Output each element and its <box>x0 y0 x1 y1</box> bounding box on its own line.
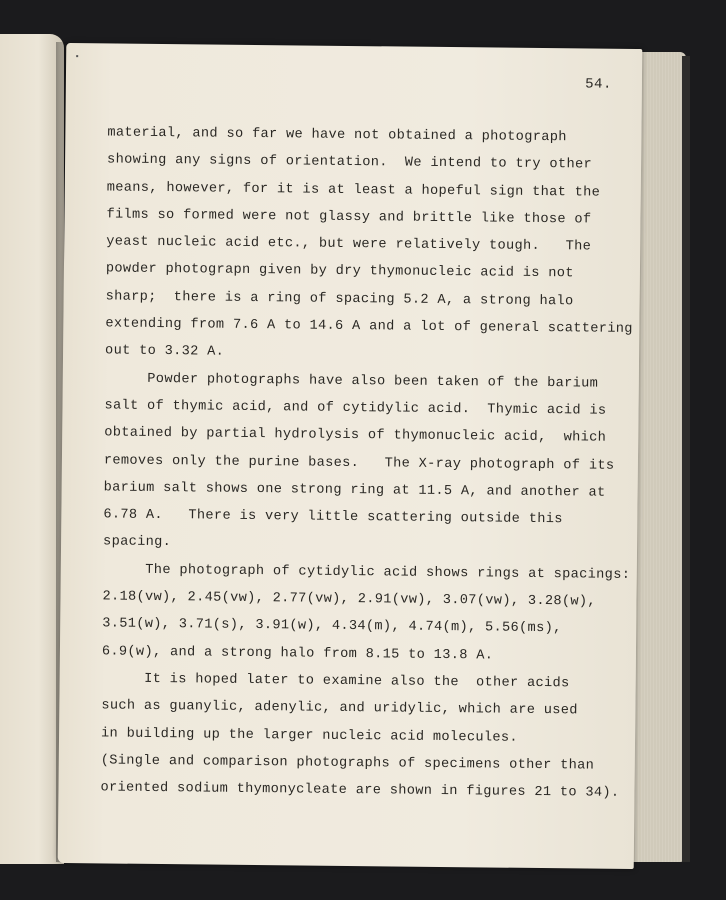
text-line: showing any signs of orientation. We intend to try other <box>107 152 593 173</box>
text-line: spacing. <box>103 534 172 551</box>
text-line: removes only the purine bases. The X-ray photograph of its <box>103 452 615 474</box>
text-line: barium salt shows one strong ring at 11.5 A, and another at <box>103 480 606 501</box>
text-line: 2.18(vw), 2.45(vw), 2.77(vw), 2.91(vw), 3.07(vw), 3.28(w), <box>102 589 597 610</box>
text-line: It is hoped later to examine also the other acids <box>101 671 570 692</box>
text-line: films so formed were not glassy and brittle like those of <box>106 207 592 228</box>
book-cover-edge <box>682 56 690 862</box>
text-line: (Single and comparison photographs of specimens other than <box>100 753 595 774</box>
text-line: such as guanylic, adenylic, and uridylic, which are used <box>101 698 578 719</box>
typed-page <box>58 43 643 869</box>
text-line: salt of thymic acid, and of cytidylic acid. Thymic acid is <box>104 398 607 419</box>
page-mark <box>76 55 78 57</box>
facing-page <box>0 34 64 864</box>
text-line: out to 3.32 A. <box>105 343 225 361</box>
text-line: oriented sodium thymonycleate are shown in figures 21 to 34). <box>100 780 620 801</box>
text-line: material, and so far we have not obtained a photograph <box>107 125 567 146</box>
text-line: extending from 7.6 A to 14.6 A and a lot of general scattering <box>105 316 633 338</box>
text-line: yeast nucleic acid etc., but were relatively tough. The <box>106 234 592 255</box>
text-line: 3.51(w), 3.71(s), 3.91(w), 4.34(m), 4.74(m), 5.56(ms), <box>102 616 562 637</box>
text-line: Powder photographs have also been taken of the barium <box>104 371 599 392</box>
text-line: means, however, for it is at least a hopeful sign that the <box>106 180 601 201</box>
page-body-text <box>100 119 633 807</box>
text-line: sharp; there is a ring of spacing 5.2 A, a strong halo <box>105 289 574 310</box>
text-line: 6.78 A. There is very little scattering outside this <box>103 507 563 528</box>
text-line: obtained by partial hydrolysis of thymonucleic acid, which <box>104 425 607 446</box>
text-line: powder photograpn given by dry thymonucleic acid is not <box>105 261 574 282</box>
text-line: The photograph of cytidylic acid shows rings at spacings: <box>102 562 631 583</box>
text-line: 6.9(w), and a strong halo from 8.15 to 13.8 A. <box>101 644 494 664</box>
page-number: 54. <box>585 76 612 93</box>
text-line: in building up the larger nucleic acid molecules. <box>101 725 519 746</box>
